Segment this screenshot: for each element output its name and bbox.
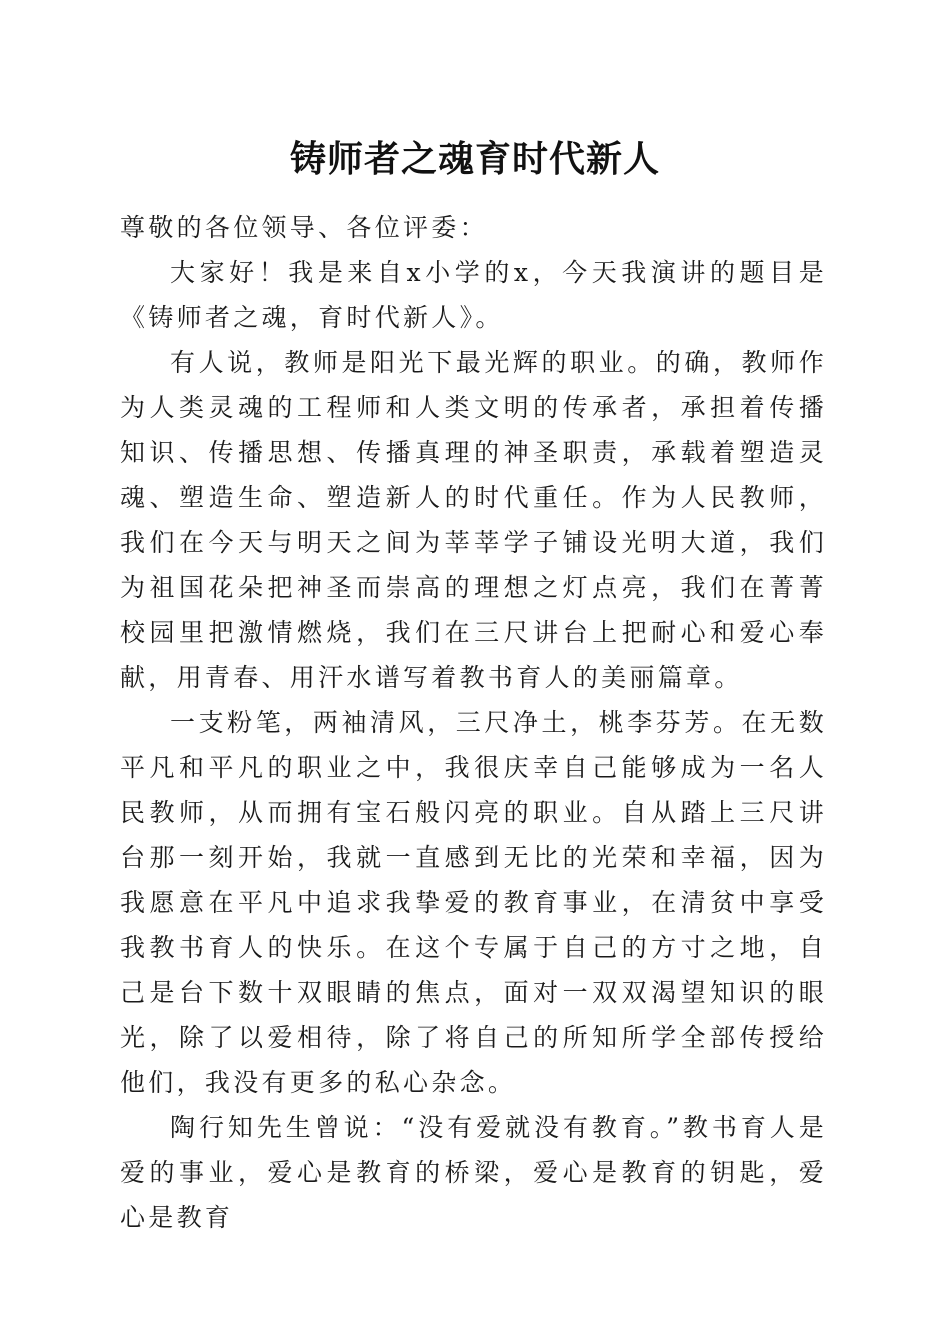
paragraph-chalk: 一支粉笔，两袖清风，三尺净土，桃李芬芳。在无数平凡和平凡的职业之中，我很庆幸自己能够成为一名人民教师，从而拥有宝石般闪亮的职业。自从踏上三尺讲台那一刻开始，我就一直感到无比的光荣和幸福，因为我愿意在平凡中追求我挚爱的教育事业，在清贫中享受我教书育人的快乐。在这个专属于自己的方寸之地，自己是台下数十双眼睛的焦点，面对一双双渴望知识的眼光，除了以爱相待，除了将自己的所知所学全部传授给他们，我没有更多的私心杂念。 xyxy=(120,708,827,1097)
paragraph-greeting: 大家好！我是来自x小学的x，今天我演讲的题目是《铸师者之魂，育时代新人》。 xyxy=(120,258,827,332)
paragraph-tao-xingzhi: 陶行知先生曾说：“没有爱就没有教育。”教书育人是爱的事业，爱心是教育的桥梁，爱心是教育的钥匙，爱心是教育 xyxy=(120,1113,827,1232)
document-title: 铸师者之魂育时代新人 xyxy=(289,138,660,180)
paragraph-teacher-profession: 有人说，教师是阳光下最光辉的职业。的确，教师作为人类灵魂的工程师和人类文明的传承者，承担着传播知识、传播思想、传播真理的神圣职责，承载着塑造灵魂、塑造生命、塑造新人的时代重任。作为人民教师，我们在今天与明天之间为莘莘学子铺设光明大道，我们为祖国花朵把神圣而崇高的理想之灯点亮，我们在菁菁校园里把激情燃烧，我们在三尺讲台上把耐心和爱心奉献，用青春、用汗水谱写着教书育人的美丽篇章。 xyxy=(120,348,827,692)
document-body xyxy=(120,205,827,1240)
salutation: 尊敬的各位领导、各位评委： xyxy=(120,213,488,242)
